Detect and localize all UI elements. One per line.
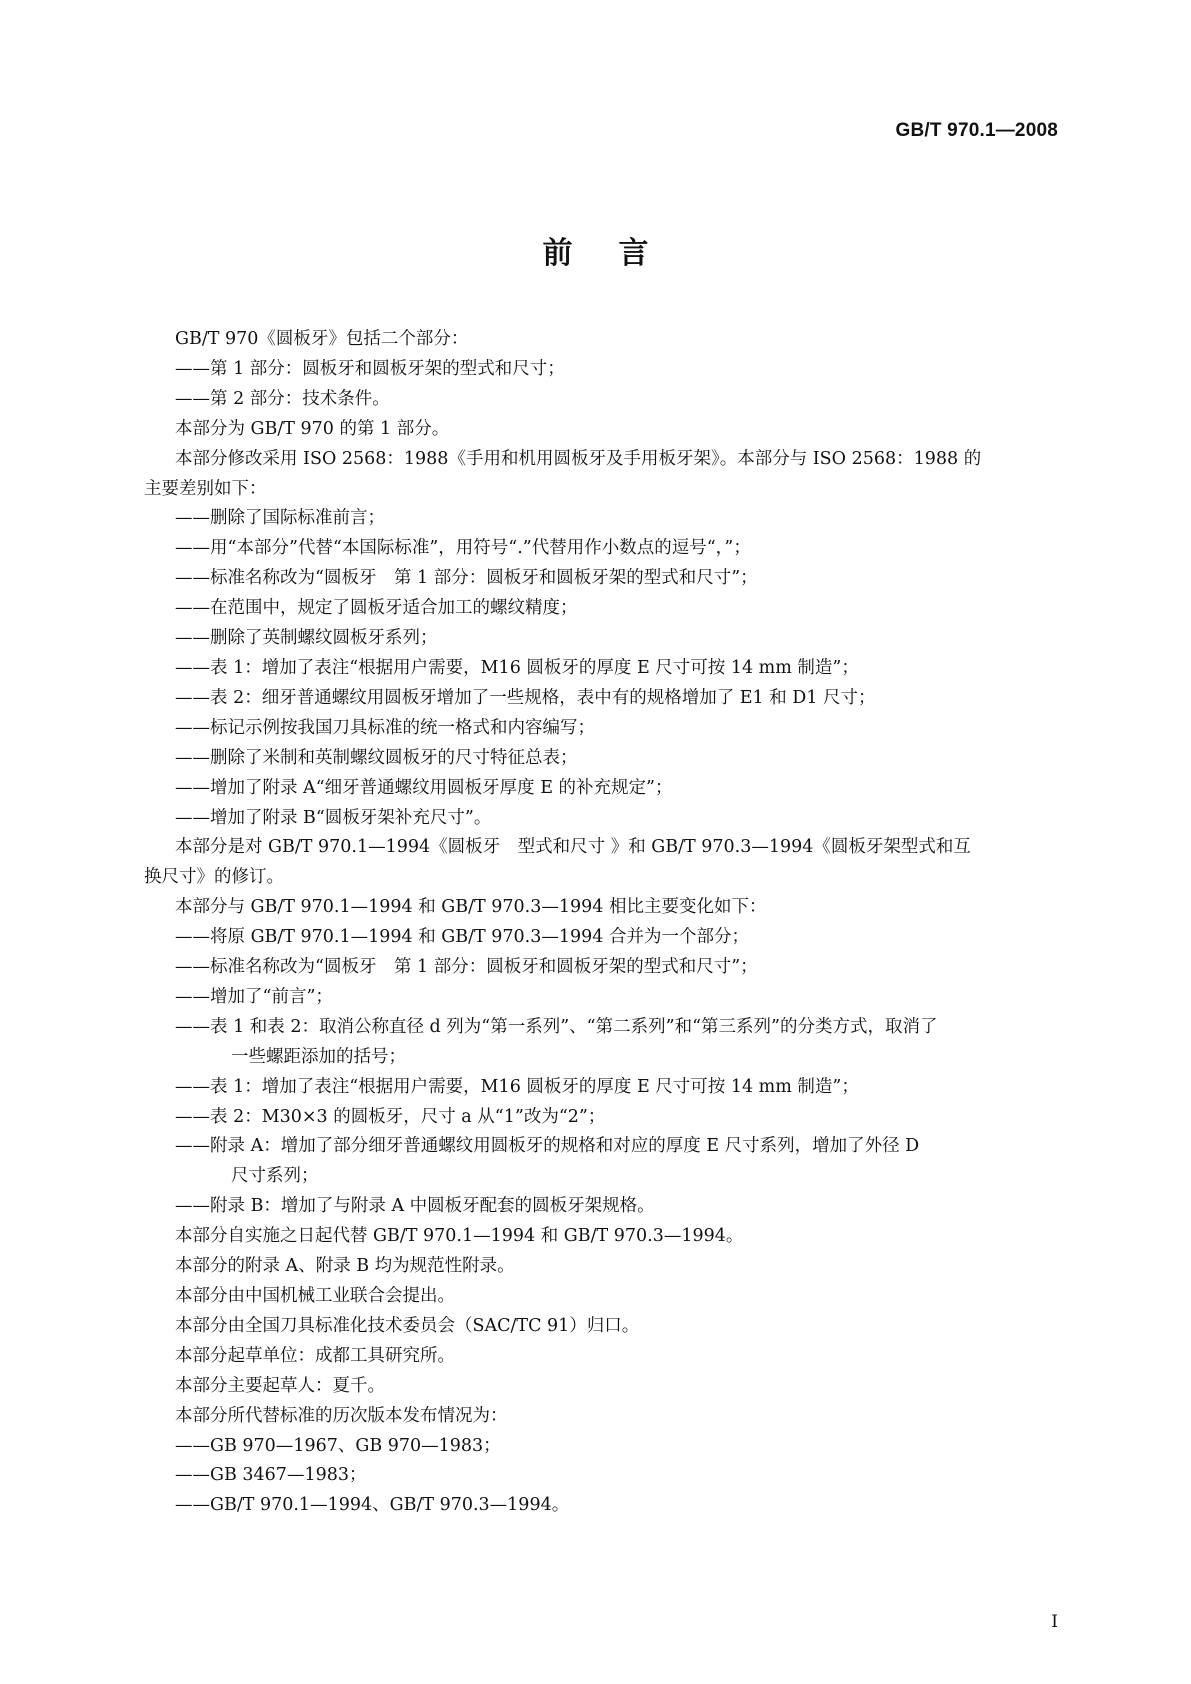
text-line: ——表 1：增加了表注“根据用户需要，M16 圆板牙的厚度 E 尺寸可按 14 mm 制造”； [175, 657, 859, 678]
standard-code: GB/T 970.1—2008 [895, 120, 1058, 141]
text-line: 本部分由全国刀具标准化技术委员会（SAC/TC 91）归口。 [175, 1315, 640, 1336]
text-line: ——表 2：细牙普通螺纹用圆板牙增加了一些规格，表中有的规格增加了 E1 和 D1 尺寸； [175, 687, 876, 708]
text-line: ——表 1 和表 2：取消公称直径 d 列为“第一系列”、“第二系列”和“第三系列”的分类方式，取消了 [175, 1016, 938, 1037]
text-line: 一些螺距添加的括号； [231, 1046, 406, 1067]
text-line: ——用“本部分”代替“本国际标准”，用符号“.”代替用作小数点的逗号“，”； [175, 538, 751, 559]
text-line: ——GB 3467—1983； [175, 1465, 367, 1486]
text-line: 本部分与 GB/T 970.1—1994 和 GB/T 970.3—1994 相比主要变化如下： [175, 897, 767, 918]
text-line: ——第 1 部分：圆板牙和圆板牙架的型式和尺寸； [175, 358, 565, 379]
text-line: ——附录 A：增加了部分细牙普通螺纹用圆板牙的规格和对应的厚度 E 尺寸系列，增加了外径 D [175, 1136, 920, 1157]
page-title: 前言 [542, 236, 695, 271]
text-line: 本部分是对 GB/T 970.1—1994《圆板牙 型式和尺寸 》和 GB/T 970.3—1994《圆板牙架型式和互 [175, 837, 971, 858]
text-line: ——增加了附录 B“圆板牙架补充尺寸”。 [175, 807, 492, 828]
text-line: 本部分为 GB/T 970 的第 1 部分。 [175, 418, 450, 439]
text-line: ——第 2 部分：技术条件。 [175, 388, 390, 409]
text-line: 本部分所代替标准的历次版本发布情况为： [175, 1405, 508, 1426]
text-line: ——标准名称改为“圆板牙 第 1 部分：圆板牙和圆板牙架的型式和尺寸”； [175, 568, 758, 589]
text-line: ——表 1：增加了表注“根据用户需要，M16 圆板牙的厚度 E 尺寸可按 14 mm 制造”； [175, 1076, 859, 1097]
text-line: ——将原 GB/T 970.1—1994 和 GB/T 970.3—1994 合并为一个部分； [175, 927, 749, 948]
text-line: 主要差别如下： [144, 478, 267, 499]
text-line: ——删除了米制和英制螺纹圆板牙的尺寸特征总表； [175, 747, 578, 768]
text-line: ——GB/T 970.1—1994、GB/T 970.3—1994。 [175, 1495, 570, 1516]
text-line: 本部分主要起草人：夏千。 [175, 1375, 385, 1396]
text-line: ——标记示例按我国刀具标准的统一格式和内容编写； [175, 717, 595, 738]
text-line: ——删除了英制螺纹圆板牙系列； [175, 628, 438, 649]
page-number: I [1051, 1612, 1058, 1632]
text-line: 换尺寸》的修订。 [144, 867, 284, 888]
text-line: ——在范围中，规定了圆板牙适合加工的螺纹精度； [175, 598, 578, 619]
text-line: 本部分由中国机械工业联合会提出。 [175, 1286, 455, 1306]
text-line: ——附录 B：增加了与附录 A 中圆板牙配套的圆板牙架规格。 [175, 1196, 655, 1217]
text-line: ——增加了“前言”； [175, 986, 333, 1007]
text-line: ——表 2：M30×3 的圆板牙，尺寸 a 从“1”改为“2”； [175, 1106, 606, 1127]
text-line: 本部分修改采用 ISO 2568：1988《手用和机用圆板牙及手用板牙架》。本部分与 ISO 2568：1988 的 [175, 448, 982, 469]
text-line: ——删除了国际标准前言； [175, 508, 385, 529]
text-line: 本部分的附录 A、附录 B 均为规范性附录。 [175, 1256, 515, 1277]
text-line: GB/T 970《圆板牙》包括二个部分： [175, 329, 469, 349]
text-line: 本部分起草单位：成都工具研究所。 [175, 1345, 455, 1366]
text-line: ——标准名称改为“圆板牙 第 1 部分：圆板牙和圆板牙架的型式和尺寸”； [175, 957, 758, 978]
text-line: 尺寸系列； [231, 1166, 319, 1187]
text-line: 本部分自实施之日起代替 GB/T 970.1—1994 和 GB/T 970.3—1994。 [175, 1226, 744, 1247]
text-line: ——增加了附录 A“细牙普通螺纹用圆板牙厚度 E 的补充规定”； [175, 777, 673, 798]
text-line: ——GB 970—1967、GB 970—1983； [175, 1435, 501, 1456]
foreword-body [144, 325, 1056, 1521]
